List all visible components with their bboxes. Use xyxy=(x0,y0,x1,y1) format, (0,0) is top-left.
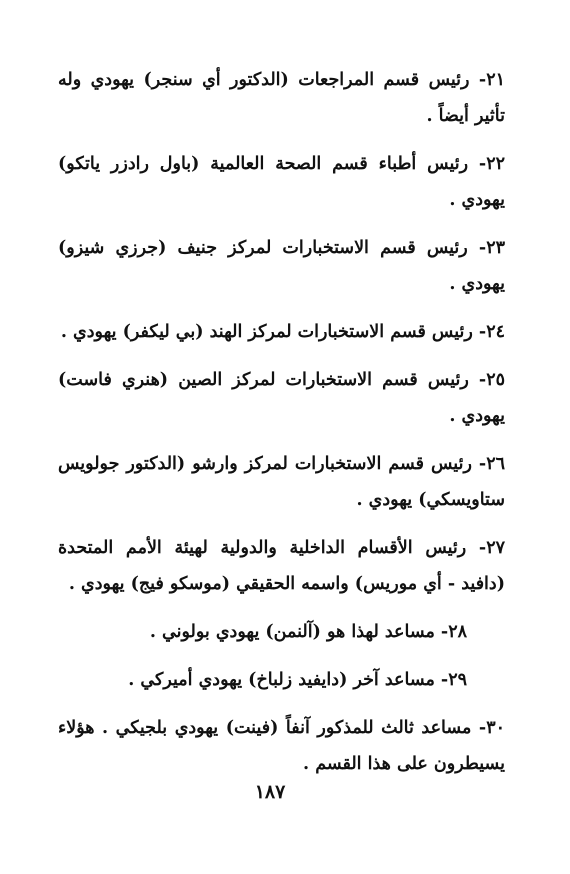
list-item: ٢٩- مساعد آخر (دايفيد زلباخ) يهودي أميركي . xyxy=(128,670,467,690)
page-number: ١٨٧ xyxy=(254,781,286,803)
list-item: ٢٨- مساعد لهذا هو (آلنمن) يهودي بولوني . xyxy=(149,622,467,642)
list-item: ٢٤- رئيس قسم الاستخبارات لمركز الهند (بي ليكفر) يهودي . xyxy=(60,322,505,342)
list-item: ٢٣- رئيس قسم الاستخبارات لمركز جنيف (جرزي شيزو) يهودي . xyxy=(58,238,505,294)
page-body xyxy=(58,62,505,794)
list-item: ٢٦- رئيس قسم الاستخبارات لمركز وارشو (الدكتور جولويس ستاويسكي) يهودي . xyxy=(58,454,505,510)
list-item: ٢٥- رئيس قسم الاستخبارات لمركز الصين (هنري فاست) يهودي . xyxy=(58,370,505,426)
list-item: ٢١- رئيس قسم المراجعات (الدكتور أي سنجر) يهودي وله تأثير أيضاً . xyxy=(58,70,505,126)
list-item: ٢٧- رئيس الأقسام الداخلية والدولية لهيئة الأمم المتحدة (دافيد - أي موريس) واسمه الحقيقي (موسكو فيج) يهودي . xyxy=(58,538,505,594)
list-item: ٣٠- مساعد ثالث للمذكور آنفاً (فينت) يهودي بلجيكي . هؤلاء يسيطرون على هذا القسم . xyxy=(58,718,505,774)
list-item: ٢٢- رئيس أطباء قسم الصحة العالمية (باول رادزر ياتكو) يهودي . xyxy=(58,154,505,210)
